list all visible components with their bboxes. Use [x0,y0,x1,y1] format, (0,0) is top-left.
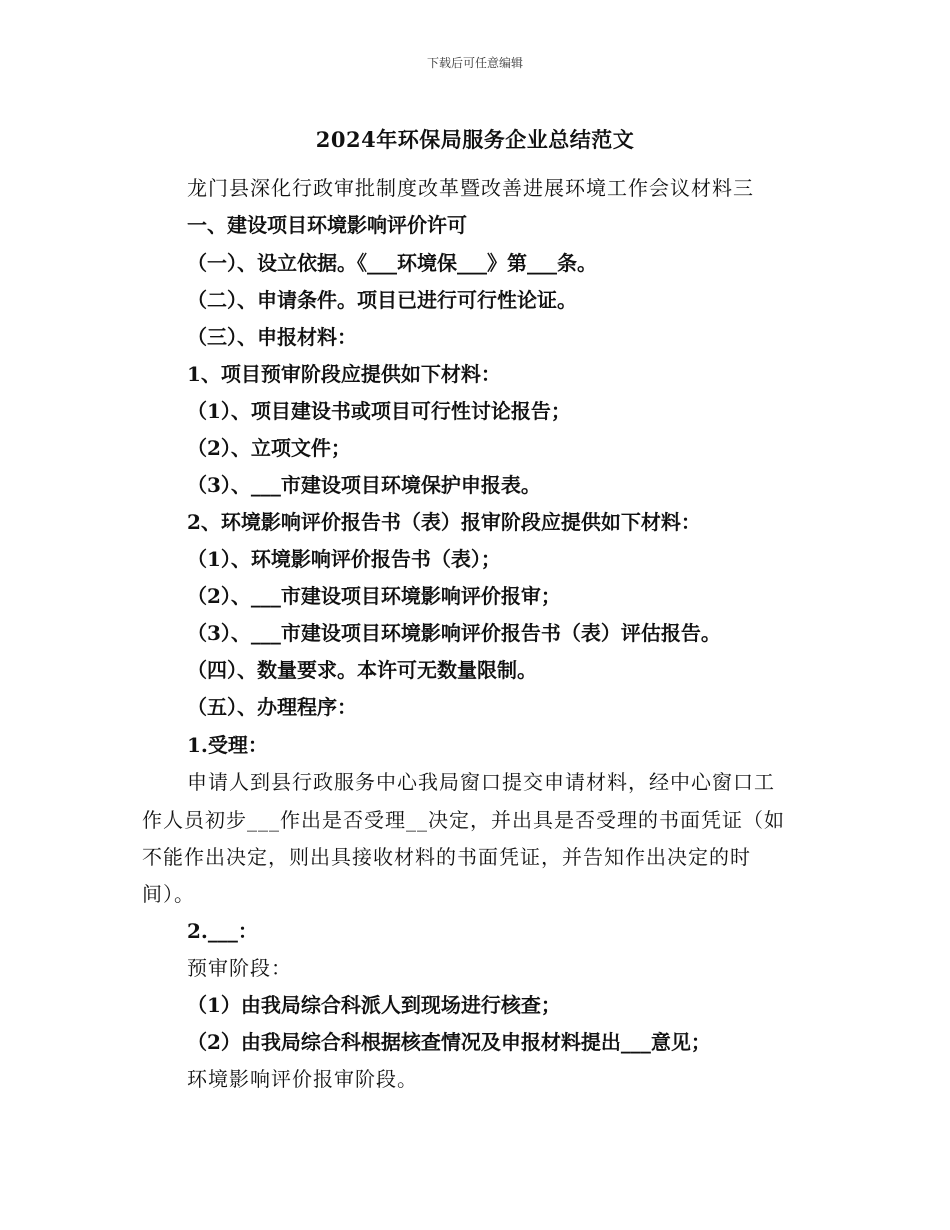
paragraph-line: （1）、环境影响评价报告书（表）； [187,547,501,571]
paragraph-line: （一）、设立依据。《___环境保___》第___条。 [187,251,597,275]
body-text-line: 间）。 [142,882,195,906]
paragraph-line: （二）、申请条件。项目已进行可行性论证。 [187,288,577,312]
paragraph-line: 1、项目预审阶段应提供如下材料： [187,362,501,386]
paragraph-line: （2）由我局综合科根据核查情况及申报材料提出___意见； [187,1030,711,1054]
paragraph-line: 1.受理： [187,733,268,757]
meeting-material-line: 龙门县深化行政审批制度改革暨改善进展环境工作会议材料三 [187,176,754,200]
paragraph-line: （四）、数量要求。本许可无数量限制。 [187,658,537,682]
paragraph-line: （2）、___市建设项目环境影响评价报审； [187,584,561,608]
document-title: 2024年环保局服务企业总结范文 [315,127,635,152]
body-text-line: 预审阶段： [187,956,292,980]
body-text-line: 环境影响评价报审阶段。 [187,1067,418,1091]
paragraph-line: （五）、办理程序： [187,695,357,719]
paragraph-line: 2、环境影响评价报告书（表）报审阶段应提供如下材料： [187,510,701,534]
section-heading-1: 一、建设项目环境影响评价许可 [187,213,467,237]
paragraph-line: （3）、___市建设项目环境影响评价报告书（表）评估报告。 [187,621,721,645]
paragraph-line: （2）、立项文件； [187,436,351,460]
paragraph-line: （三）、申报材料： [187,325,357,349]
header-note: 下载后可任意编辑 [426,56,523,70]
body-text-line: 不能作出决定，则出具接收材料的书面凭证，并告知作出决定的时 [142,845,751,869]
paragraph-line: 2.___： [187,919,258,943]
paragraph-line: （1）由我局综合科派人到现场进行核查； [187,993,561,1017]
paragraph-line: （1）、项目建设书或项目可行性讨论报告； [187,399,571,423]
paragraph-line: （3）、___市建设项目环境保护申报表。 [187,473,541,497]
body-text-line: 作人员初步___作出是否受理__决定，并出具是否受理的书面凭证（如 [142,808,785,832]
body-text-line: 申请人到县行政服务中心我局窗口提交申请材料，经中心窗口工 [187,770,775,794]
